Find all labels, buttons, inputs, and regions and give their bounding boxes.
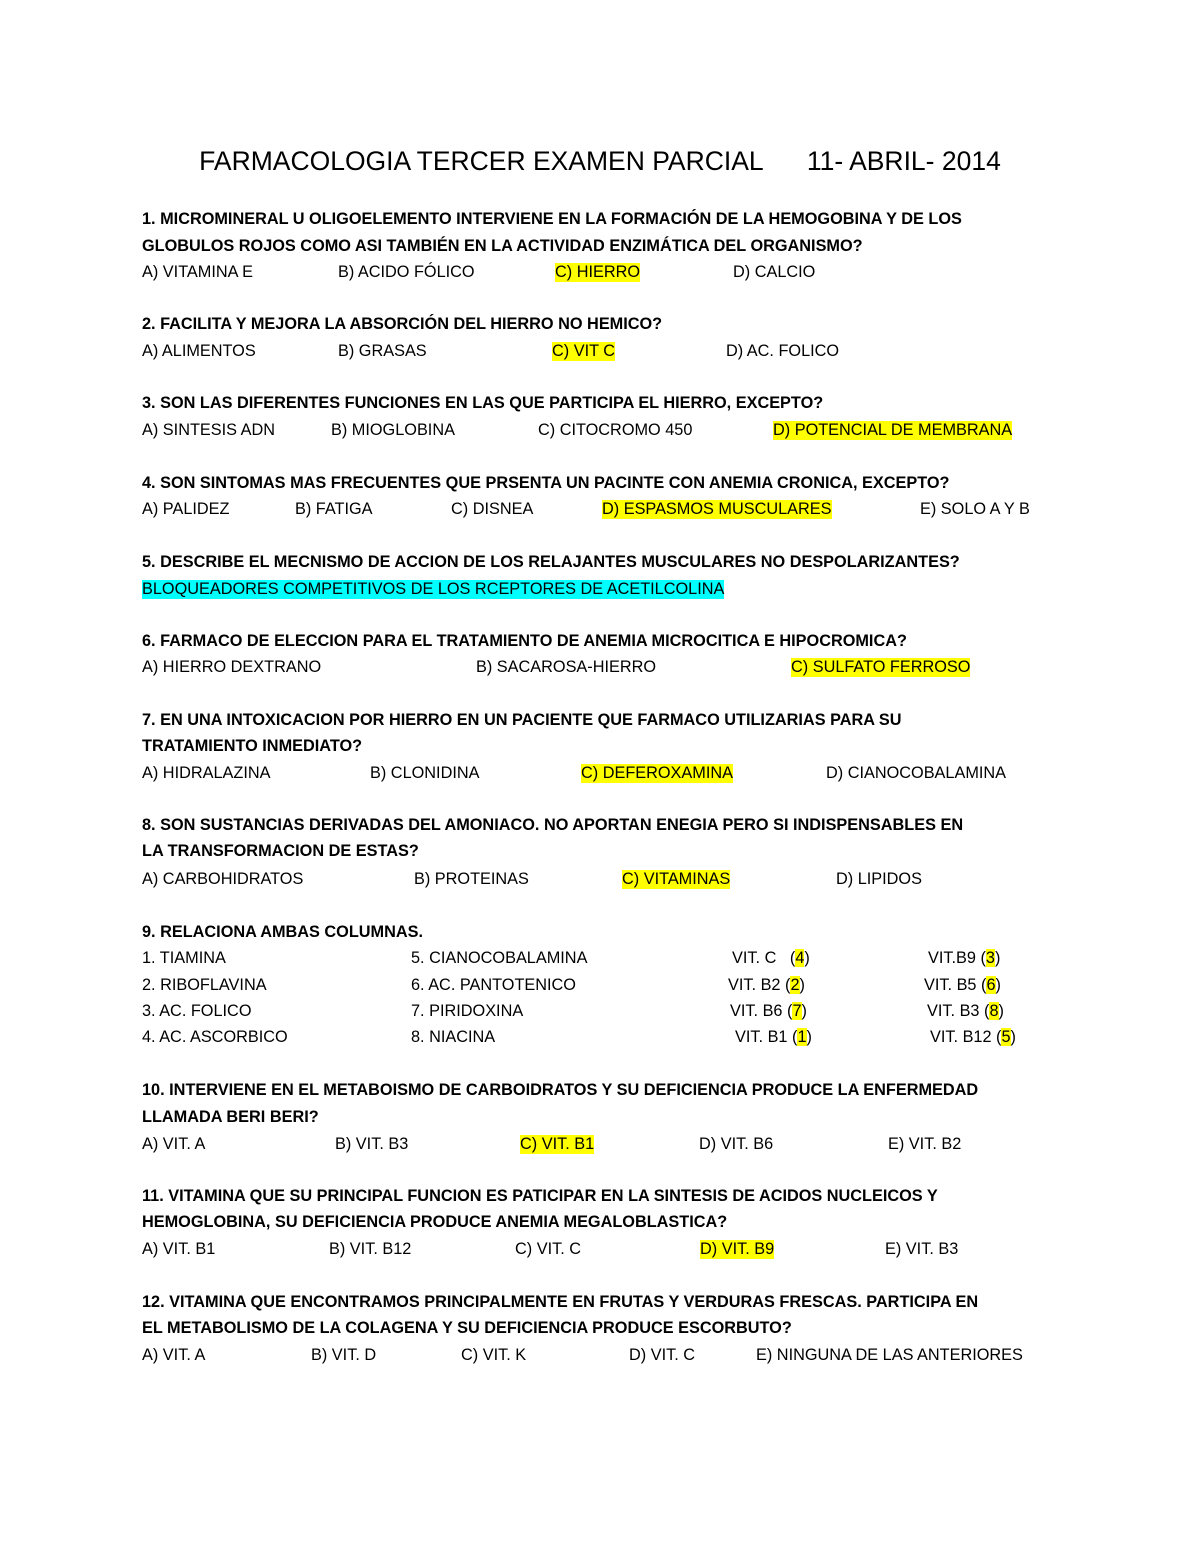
q11-option-d-correct: D) VIT. B9 [700, 1240, 775, 1258]
question-2-text: 2. FACILITA Y MEJORA LA ABSORCIÓN DEL HIERRO NO HEMICO? [142, 315, 663, 333]
question-4-text: 4. SON SINTOMAS MAS FRECUENTES QUE PRSENTA UN PACINTE CON ANEMIA CRONICA, EXCEPTO? [142, 474, 950, 492]
q9-col2-item-7: 7. PIRIDOXINA [411, 1002, 524, 1020]
question-7-text-line2: TRATAMIENTO INMEDIATO? [142, 737, 363, 755]
q3-option-c: C) CITOCROMO 450 [538, 421, 693, 439]
q11-option-b: B) VIT. B12 [329, 1240, 412, 1258]
q9-match-answer: 7 [792, 1002, 802, 1020]
q12-option-c: C) VIT. K [461, 1346, 527, 1364]
q6-option-c-correct: C) SULFATO FERROSO [791, 658, 971, 676]
q9-match-answer: 6 [986, 976, 996, 994]
q2-option-c-correct: C) VIT C [552, 342, 616, 360]
q12-option-d: D) VIT. C [629, 1346, 696, 1364]
question-3-text: 3. SON LAS DIFERENTES FUNCIONES EN LAS QUE PARTICIPA EL HIERRO, EXCEPTO? [142, 394, 824, 412]
q1-option-d: D) CALCIO [733, 263, 816, 281]
q12-option-a: A) VIT. A [142, 1346, 206, 1364]
q2-option-b: B) GRASAS [338, 342, 427, 360]
q3-option-b: B) MIOGLOBINA [331, 421, 455, 439]
q2-option-a: A) ALIMENTOS [142, 342, 256, 360]
question-8-text-line2: LA TRANSFORMACION DE ESTAS? [142, 842, 419, 860]
q10-option-a: A) VIT. A [142, 1135, 206, 1153]
q11-option-e: E) VIT. B3 [885, 1240, 959, 1258]
q9-match-answer: 2 [790, 976, 800, 994]
q9-col1-item-4: 4. AC. ASCORBICO [142, 1028, 288, 1046]
q4-option-e: E) SOLO A Y B [920, 500, 1030, 518]
q9-match-vit-c: VIT. C (4) [732, 949, 810, 967]
q8-option-a: A) CARBOHIDRATOS [142, 870, 304, 888]
q4-option-c: C) DISNEA [451, 500, 534, 518]
q4-option-a: A) PALIDEZ [142, 500, 230, 518]
q3-option-a: A) SINTESIS ADN [142, 421, 275, 439]
question-5-text: 5. DESCRIBE EL MECNISMO DE ACCION DE LOS RELAJANTES MUSCULARES NO DESPOLARIZANTES? [142, 553, 960, 571]
question-11-text-line2: HEMOGLOBINA, SU DEFICIENCIA PRODUCE ANEMIA MEGALOBLASTICA? [142, 1213, 728, 1231]
q9-match-answer: 5 [1001, 1028, 1011, 1046]
q12-option-b: B) VIT. D [311, 1346, 377, 1364]
q12-option-e: E) NINGUNA DE LAS ANTERIORES [756, 1346, 1023, 1364]
question-7-text-line1: 7. EN UNA INTOXICACION POR HIERRO EN UN PACIENTE QUE FARMACO UTILIZARIAS PARA SU [142, 711, 902, 729]
q9-col1-item-1: 1. TIAMINA [142, 949, 226, 967]
q9-match-vit-b9: VIT.B9 (3) [928, 949, 1001, 967]
q9-col2-item-6: 6. AC. PANTOTENICO [411, 976, 576, 994]
question-11-text-line1: 11. VITAMINA QUE SU PRINCIPAL FUNCION ES PATICIPAR EN LA SINTESIS DE ACIDOS NUCLEICOS Y [142, 1187, 938, 1205]
q4-option-d-correct: D) ESPASMOS MUSCULARES [602, 500, 832, 518]
q8-option-b: B) PROTEINAS [414, 870, 529, 888]
q9-col2-item-5: 5. CIANOCOBALAMINA [411, 949, 588, 967]
q4-option-b: B) FATIGA [295, 500, 373, 518]
q1-option-b: B) ACIDO FÓLICO [338, 263, 475, 281]
q6-option-a: A) HIERRO DEXTRANO [142, 658, 322, 676]
question-12-text-line1: 12. VITAMINA QUE ENCONTRAMOS PRINCIPALMENTE EN FRUTAS Y VERDURAS FRESCAS. PARTICIPA EN [142, 1293, 979, 1311]
q7-option-d: D) CIANOCOBALAMINA [826, 764, 1007, 782]
q9-match-answer: 4 [795, 949, 805, 967]
q6-option-b: B) SACAROSA-HIERRO [476, 658, 657, 676]
q9-col1-item-2: 2. RIBOFLAVINA [142, 976, 267, 994]
q9-match-vit-b3: VIT. B3 (8) [927, 1002, 1004, 1020]
q8-option-c-correct: C) VITAMINAS [622, 870, 731, 888]
q1-option-c-correct: C) HIERRO [555, 263, 641, 281]
q1-option-a: A) VITAMINA E [142, 263, 253, 281]
question-8-text-line1: 8. SON SUSTANCIAS DERIVADAS DEL AMONIACO. NO APORTAN ENEGIA PERO SI INDISPENSABLES EN [142, 816, 964, 834]
exam-title: FARMACOLOGIA TERCER EXAMEN PARCIAL 11- ABRIL- 2014 [199, 146, 1001, 176]
q9-match-vit-b1: VIT. B1 (1) [735, 1028, 812, 1046]
q2-option-d: D) AC. FOLICO [726, 342, 840, 360]
q9-col2-item-8: 8. NIACINA [411, 1028, 496, 1046]
q11-option-a: A) VIT. B1 [142, 1240, 216, 1258]
question-10-text-line1: 10. INTERVIENE EN EL METABOISMO DE CARBOIDRATOS Y SU DEFICIENCIA PRODUCE LA ENFERMEDAD [142, 1081, 979, 1099]
question-1-text-line2: GLOBULOS ROJOS COMO ASI TAMBIÉN EN LA ACTIVIDAD ENZIMÁTICA DEL ORGANISMO? [142, 237, 863, 255]
q11-option-c: C) VIT. C [515, 1240, 582, 1258]
q9-match-answer: 1 [797, 1028, 807, 1046]
question-9-text: 9. RELACIONA AMBAS COLUMNAS. [142, 923, 424, 941]
q5-answer: BLOQUEADORES COMPETITIVOS DE LOS RCEPTORES DE ACETILCOLINA [142, 580, 725, 598]
question-12-text-line2: EL METABOLISMO DE LA COLAGENA Y SU DEFICIENCIA PRODUCE ESCORBUTO? [142, 1319, 792, 1337]
q10-option-c-correct: C) VIT. B1 [520, 1135, 595, 1153]
q9-match-answer: 8 [989, 1002, 999, 1020]
question-6-text: 6. FARMACO DE ELECCION PARA EL TRATAMIENTO DE ANEMIA MICROCITICA E HIPOCROMICA? [142, 632, 907, 650]
q9-match-vit-b6: VIT. B6 (7) [730, 1002, 807, 1020]
question-1-text-line1: 1. MICROMINERAL U OLIGOELEMENTO INTERVIENE EN LA FORMACIÓN DE LA HEMOGOBINA Y DE LOS [142, 210, 962, 228]
q10-option-b: B) VIT. B3 [335, 1135, 409, 1153]
q3-option-d-correct: D) POTENCIAL DE MEMBRANA [773, 421, 1013, 439]
q10-option-e: E) VIT. B2 [888, 1135, 962, 1153]
q10-option-d: D) VIT. B6 [699, 1135, 774, 1153]
question-10-text-line2: LLAMADA BERI BERI? [142, 1108, 319, 1126]
q9-col1-item-3: 3. AC. FOLICO [142, 1002, 252, 1020]
q9-match-answer: 3 [985, 949, 995, 967]
q8-option-d: D) LIPIDOS [836, 870, 922, 888]
q7-option-c-correct: C) DEFEROXAMINA [581, 764, 733, 782]
q9-match-vit-b5: VIT. B5 (6) [924, 976, 1001, 994]
q9-match-vit-b12: VIT. B12 (5) [930, 1028, 1016, 1046]
q7-option-b: B) CLONIDINA [370, 764, 480, 782]
q7-option-a: A) HIDRALAZINA [142, 764, 271, 782]
q9-match-vit-b2: VIT. B2 (2) [728, 976, 805, 994]
